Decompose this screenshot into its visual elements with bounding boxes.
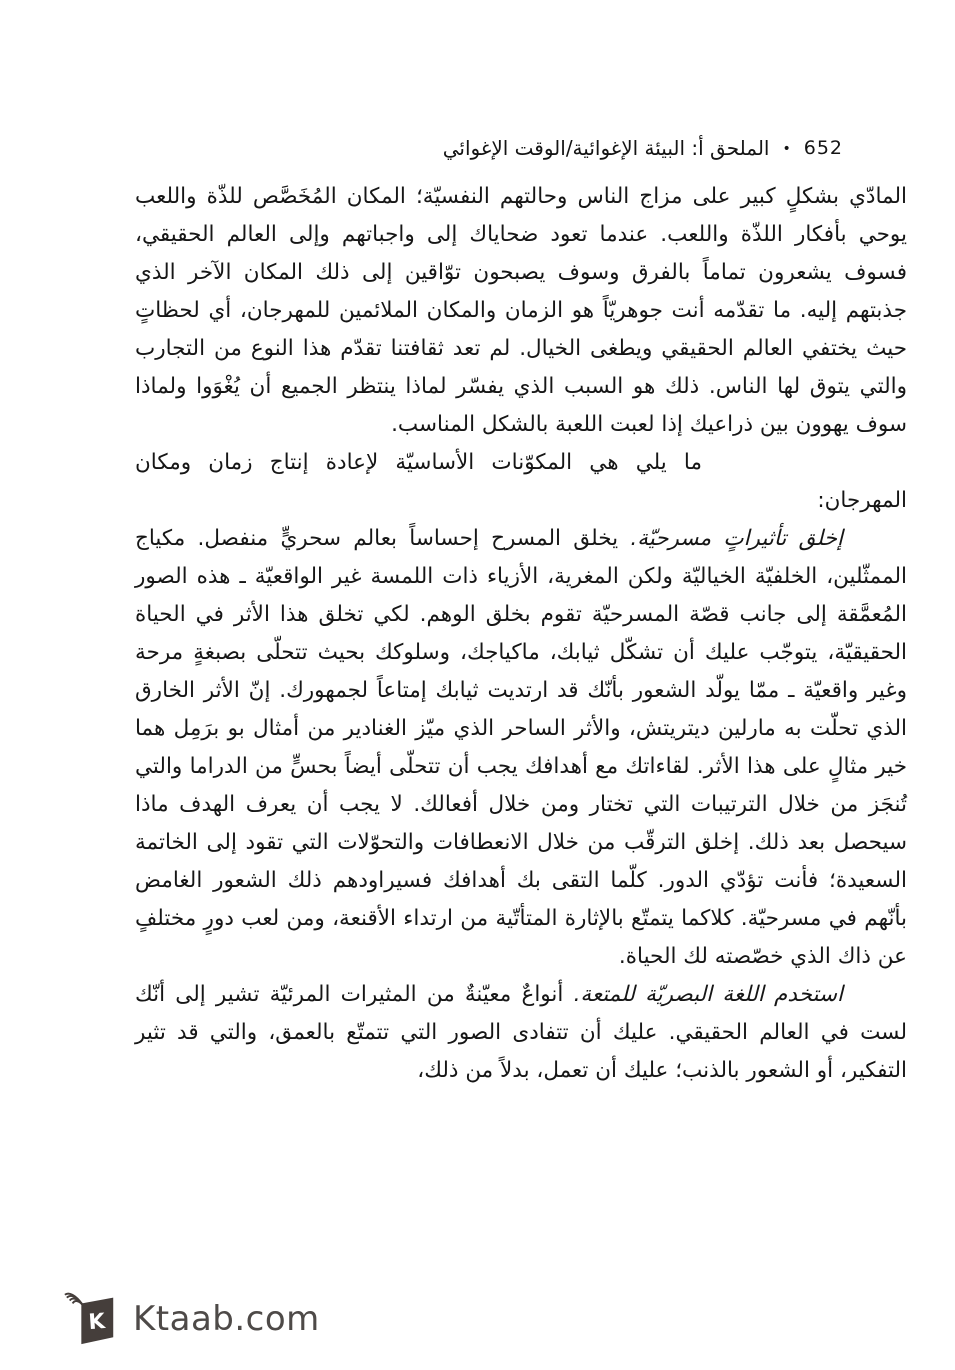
paragraph-text: يخلق المسرح إحساساً بعالم سحريٍّ منفصل. مكياج الممثّلين، الخلفيّة الخياليّة ولكن المغرية، الأزياء ذات اللمسة غير الواقعيّة ـ هذه الصور المُعمَّقة إلى جانب قصّة المسرحيّة تقوم بخلق الوهم. لكي تخلق هذا الأثر في الحياة الحقيقيّة، يتوجّب عليك أن تشكّل ثيابك، ماكياجك، وسلوكك بحيث تتحلّى بصبغةٍ مرحة وغير واقعيّة ـ ممّا يولّد الشعور بأنّك قد ارتديت ثيابك إمتاعاً لجمهورك. إنّ الأثر الخارق الذي تحلّت به مارلين ديتريتش، والأثر الساحر الذي ميّز الغنادير من أمثال بو برَمِل هما خير مثالٍ على هذا الأثر. لقاءاتك مع أهدافك يجب أن تتحلّى أيضاً بحسٍّ من الدراما والتي تُنجَز من خلال الترتيبات التي تختار ومن خلال أفعالك. لا يجب أن يعرف الهدف ماذا سيحصل بعد ذلك. إخلق الترقّب من خلال الانعطافات والتحوّلات التي تقود إلى الخاتمة السعيدة؛ فأنت تؤدّي الدور. كلّما التقى بك أهدافك فسيراودهم ذلك الشعور الغامض بأنّهم في مسرحيّة. كلاكما يتمتّع بالإثارة المتأتّية من ارتداء الأقنعة، ومن لعب دورٍ مختلفٍ عن ذاك الذي خصّصته لك الحياة. — [135, 526, 907, 969]
paragraph — [135, 444, 907, 520]
chapter-title: الملحق أ: البيئة الإغوائية/الوقت الإغوائي — [442, 136, 770, 160]
paragraph-text: المادّي بشكلٍ كبير على مزاج الناس وحالتهم النفسيّة؛ المكان المُخَصَّص للذّة واللعب يوحي بأفكار اللذّة واللعب. عندما تعود ضحاياك إلى واجباتهم وإلى العالم الحقيقي، فسوف يشعرون تماماً بالفرق وسوف يصبحون توّاقين إلى ذلك المكان الآخر الذي جذبتهم إليه. ما تقدّمه أنت جوهريّاً هو الزمان والمكان الملائمين للمهرجان، أي لحظاتٍ حيث يختفي العالم الحقيقي ويطغى الخيال. لم تعد ثقافتنا تقدّم هذا النوع من التجارب والتي يتوق لها الناس. ذلك هو السبب الذي يفسّر لماذا ينتظر الجميع أن يُغْوَوا ولماذا سوف يهوون بين ذراعيك إذا لعبت اللعبة بالشكل المناسب. — [135, 184, 907, 437]
header-bullet-separator: • — [782, 141, 791, 157]
paragraph — [135, 178, 907, 444]
footer-brand — [62, 1288, 320, 1350]
body-text — [135, 178, 907, 1090]
italic-lead: إخلق تأثيراتٍ مسرحيّة. — [630, 526, 843, 551]
brand-name: Ktaab.com — [133, 1299, 320, 1339]
svg-text:K: K — [87, 1309, 106, 1336]
paragraph-text: ما يلي هي المكوّنات الأساسيّة لإعادة إنتاج زمان ومكان المهرجان: — [135, 450, 907, 513]
paragraph — [135, 976, 907, 1090]
paragraph — [135, 520, 907, 976]
ktaab-logo-icon — [62, 1288, 120, 1350]
italic-lead: استخدم اللغة البصريّة للمتعة. — [573, 982, 844, 1007]
page-number: 652 — [803, 137, 843, 159]
paragraph-text: أنواعٌ معيّنةٌ من المثيرات المرئيّة تشير إلى أنّك لست في العالم الحقيقي. عليك أن تتفادى الصور التي تتمتّع بالعمق، والتي قد تثير التفكير، أو الشعور بالذنب؛ عليك أن تعمل، بدلاً من ذلك، — [135, 982, 907, 1083]
page-header — [443, 136, 843, 160]
